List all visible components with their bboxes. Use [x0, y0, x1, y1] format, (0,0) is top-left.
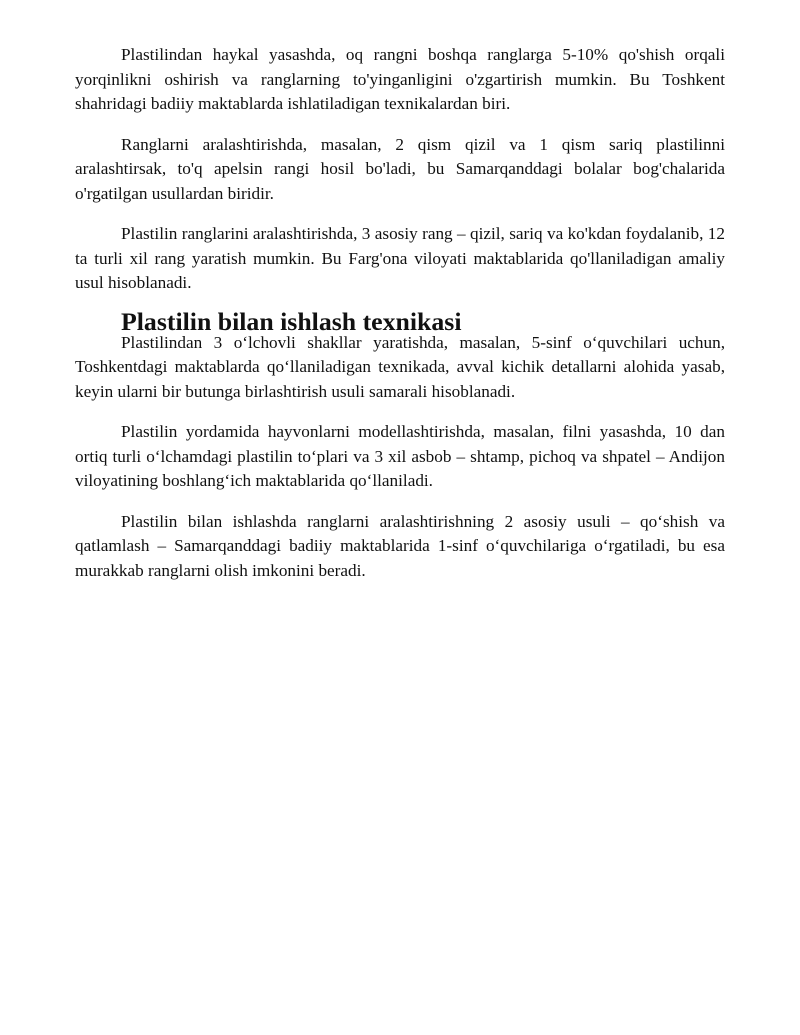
section-heading: Plastilin bilan ishlash texnikasi — [121, 306, 462, 336]
paragraph-color-mixing-orange: Ranglarni aralashtirishda, masalan, 2 qism qizil va 1 qism sariq plastilinni aralashtirsak, to'q apelsin rangi hosil bo'ladi, bu Samarqanddagi bolalar bog'chalarida o'rgatilgan usullardan biridir. — [75, 134, 725, 203]
paragraph-primary-colors: Plastilin ranglarini aralashtirishda, 3 asosiy rang – qizil, sariq va ko'kdan foydalanib, 12 ta turli xil rang yaratish mumkin. Bu Farg'ona viloyati maktablarida qo'llaniladigan amaliy usul hisoblanadi. — [75, 224, 725, 292]
paragraph-3d-shapes: Plastilindan 3 o‘lchovli shakllar yaratishda, masalan, 5-sinf o‘quvchilari uchun, Toshkentdagi maktablarda qo‘llaniladigan texnikada, avval kichik detallarni alohida yasab, keyin ularni bir butunga birlashtirish usuli samarali hisoblanadi. — [75, 332, 725, 401]
paragraph-mixing-methods: Plastilin bilan ishlashda ranglarni aralashtirishning 2 asosiy usuli – qo‘shish va qatlamlash – Samarqanddagi badiiy maktablarida 1-sinf o‘quvchilariga o‘rgatiladi, bu esa murakkab ranglarni olish imkonini beradi. — [75, 511, 725, 580]
document-page — [75, 43, 725, 599]
paragraph-white-brightness: Plastilindan haykal yasashda, oq rangni boshqa ranglarga 5-10% qo'shish orqali yorqinlikni oshirish va ranglarning to'yinganligini o'zgartirish mumkin. Bu Toshkent shahridagi badiiy maktablarda ishlatiladigan texnikalardan biri. — [75, 45, 725, 113]
paragraph-animal-modeling: Plastilin yordamida hayvonlarni modellashtirishda, masalan, filni yasashda, 10 dan ortiq turli o‘lchamdagi plastilin to‘plari va 3 xil asbob – shtamp, pichoq va shpatel – Andijon viloyatining boshlang‘ich maktablarida qo‘llaniladi. — [75, 422, 725, 490]
